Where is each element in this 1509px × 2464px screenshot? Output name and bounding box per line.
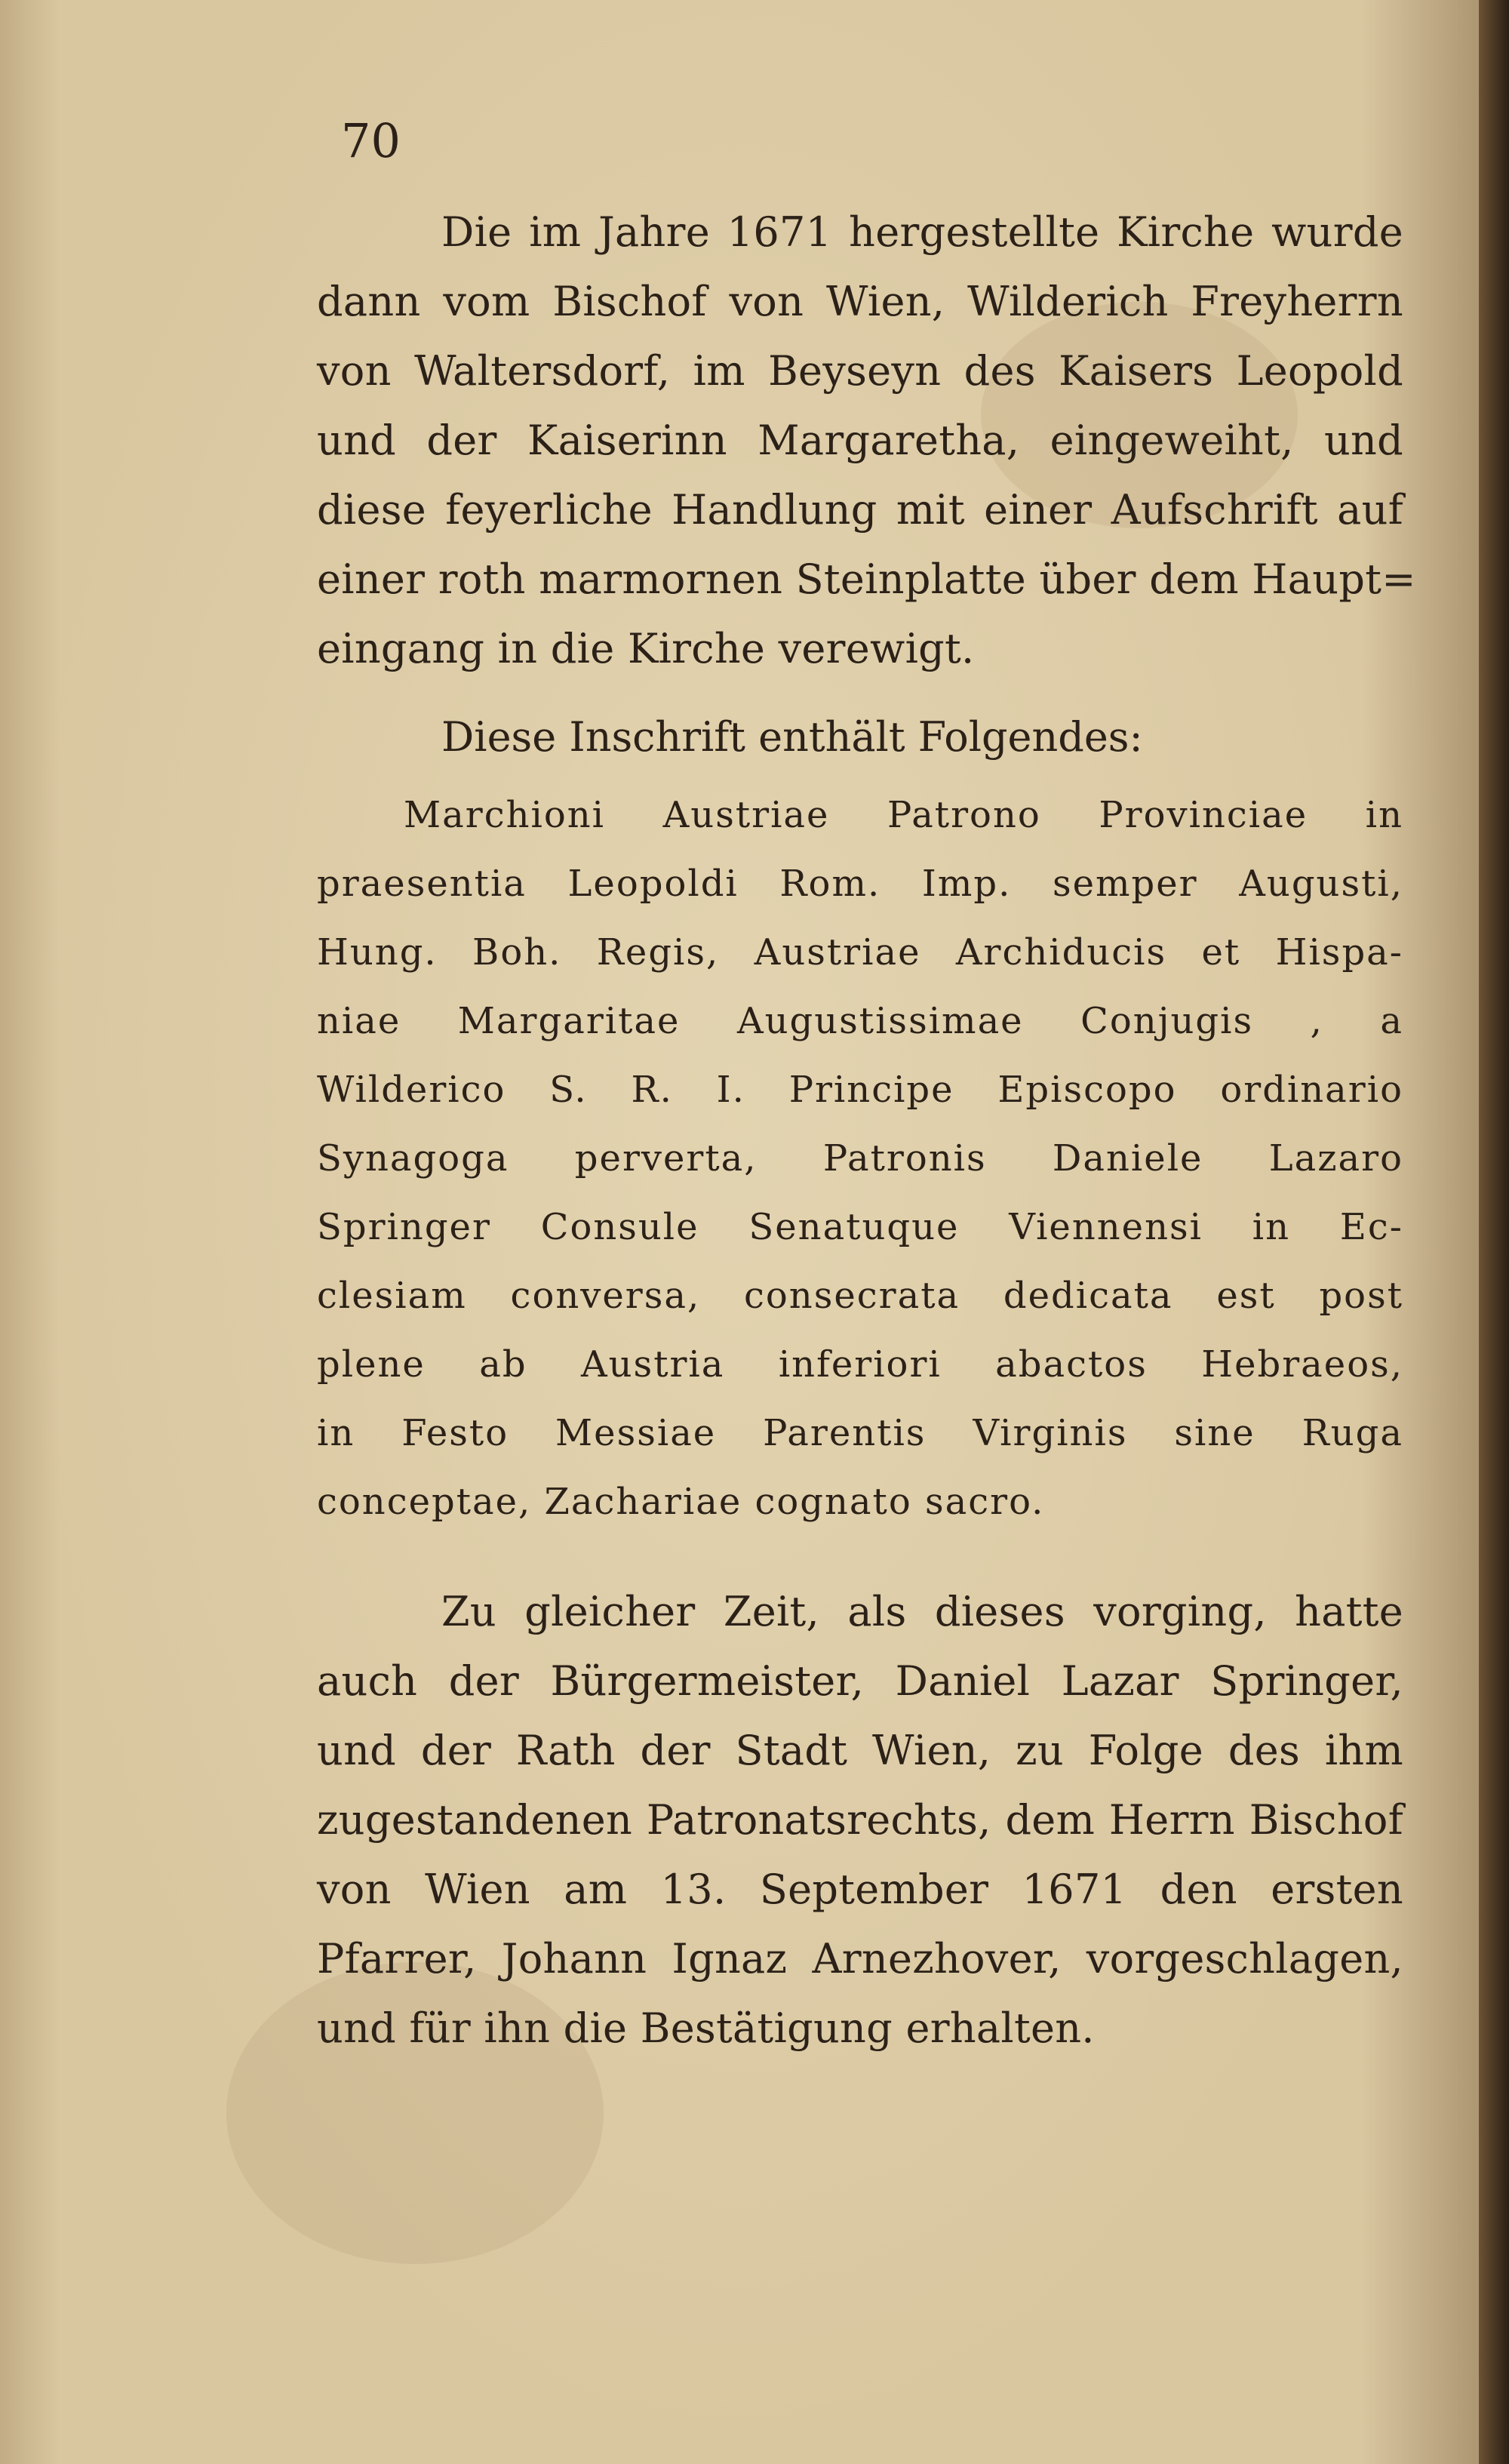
inscription-line: Synagoga perverta, Patronis Daniele Lazaro: [317, 1137, 1403, 1180]
text-line: von Waltersdorf, im Beyseyn des Kaisers Leopold: [317, 347, 1403, 395]
inscription-line: Wilderico S. R. I. Principe Episcopo ordinario: [317, 1069, 1403, 1111]
page-number: 70: [341, 113, 401, 168]
text-line: und der Rath der Stadt Wien, zu Folge des ihm: [317, 1727, 1403, 1774]
text-line: zugestandenen Patronatsrechts, dem Herrn Bischof: [317, 1796, 1403, 1844]
text-line: auch der Bürgermeister, Daniel Lazar Springer,: [317, 1657, 1403, 1705]
book-edge-shadow: [1479, 0, 1509, 2464]
inscription-line: Springer Consule Senatuque Viennensi in Ec-: [317, 1206, 1403, 1248]
inscription-line: clesiam conversa, consecrata dedicata est post: [317, 1275, 1403, 1317]
paragraph-first-pastor: [317, 1577, 1403, 2063]
text-line: dann vom Bischof von Wien, Wilderich Freyherrn: [317, 278, 1403, 325]
text-line: Zu gleicher Zeit, als dieses vorging, hatte: [441, 1588, 1403, 1635]
inscription-line: Marchioni Austriae Patrono Provinciae in: [404, 794, 1403, 836]
inscription-line: conceptae, Zachariae cognato sacro.: [317, 1481, 1045, 1523]
text-line: Pfarrer, Johann Ignaz Arnezhover, vorgeschlagen,: [317, 1935, 1403, 1983]
latin-inscription: [317, 781, 1403, 1537]
text-line: einer roth marmornen Steinplatte über dem Haupt=: [317, 555, 1416, 603]
inscription-line: Hung. Boh. Regis, Austriae Archiducis et Hispa-: [317, 931, 1403, 974]
inscription-line: plene ab Austria inferiori abactos Hebraeos,: [317, 1343, 1403, 1386]
text-line: von Wien am 13. September 1671 den ersten: [317, 1866, 1403, 1913]
text-line: und für ihn die Bestätigung erhalten.: [317, 2004, 1095, 2052]
paragraph-church-consecration: [317, 198, 1416, 684]
inscription-intro: Diese Inschrift enthält Folgendes:: [441, 713, 1143, 761]
text-line: diese feyerliche Handlung mit einer Aufschrift auf: [317, 486, 1403, 534]
text-line: eingang in die Kirche verewigt.: [317, 625, 975, 672]
text-line: Die im Jahre 1671 hergestellte Kirche wurde: [441, 208, 1403, 256]
inscription-line: praesentia Leopoldi Rom. Imp. semper Augusti,: [317, 863, 1403, 905]
text-line: und der Kaiserinn Margaretha, eingeweiht, und: [317, 417, 1403, 464]
inscription-line: niae Margaritae Augustissimae Conjugis , a: [317, 1000, 1403, 1042]
inscription-line: in Festo Messiae Parentis Virginis sine Ruga: [317, 1412, 1403, 1454]
